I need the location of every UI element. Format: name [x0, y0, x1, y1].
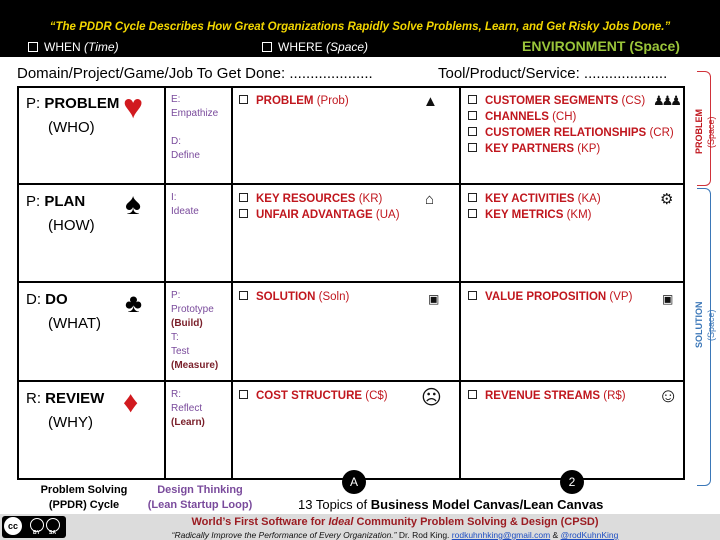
checkbox-icon[interactable]	[468, 127, 477, 136]
side-label-solution-hint: (Space)	[706, 309, 716, 341]
spade-icon: ♠	[125, 188, 141, 221]
problem-solving-label	[22, 483, 146, 513]
column-marker-a: A	[342, 470, 366, 494]
gift-icon: ▣	[662, 292, 674, 306]
row-sub: (WHAT)	[48, 315, 102, 332]
grid-divider	[459, 88, 461, 478]
footer-line2	[70, 530, 720, 540]
phase-do	[171, 289, 218, 373]
item-revenue-streams[interactable]	[468, 390, 626, 402]
environment-label: ENVIRONMENT (Space)	[522, 38, 680, 54]
topics-bold: Business Model Canvas/Lean Canvas	[370, 497, 604, 512]
item-name: REVENUE STREAMS	[485, 390, 601, 402]
checkbox-icon[interactable]	[468, 193, 477, 202]
phase-review	[171, 388, 205, 430]
checkbox-icon[interactable]	[468, 143, 477, 152]
item-name: CHANNELS	[485, 111, 549, 123]
cc-by-label: BY	[33, 530, 40, 536]
when-hint: (Time)	[84, 40, 119, 54]
row-prefix: R:	[26, 390, 46, 407]
side-label-problem	[694, 102, 704, 162]
footer-line1	[70, 516, 720, 528]
item-abbr: (KP)	[577, 143, 601, 155]
item-key-metrics[interactable]	[468, 209, 592, 221]
item-key-activities[interactable]	[468, 193, 601, 205]
footer-author: Dr. Rod King.	[396, 530, 452, 540]
item-problem[interactable]	[239, 95, 349, 107]
grid-divider	[19, 380, 683, 382]
phase-word: Reflect	[171, 403, 203, 414]
gift-icon: ▣	[428, 292, 440, 306]
dt-line1: Design Thinking	[157, 484, 243, 496]
checkbox-icon[interactable]	[28, 42, 38, 52]
row-word: PLAN	[44, 193, 86, 210]
item-name: KEY PARTNERS	[485, 143, 575, 155]
diamond-icon: ♦	[123, 386, 139, 419]
cc-logo-icon: cc	[4, 517, 22, 535]
item-customer-relationships[interactable]	[468, 127, 674, 139]
item-name: COST STRUCTURE	[256, 390, 363, 402]
checkbox-icon[interactable]	[239, 193, 248, 202]
smile-icon: ☺	[658, 385, 679, 407]
phase-word: Ideate	[171, 206, 199, 217]
item-name: UNFAIR ADVANTAGE	[256, 209, 373, 221]
when-checkbox[interactable]	[28, 40, 119, 54]
email-link[interactable]: rodkuhnhking@gmail.com	[451, 530, 551, 540]
grid-divider	[164, 88, 166, 478]
item-cost-structure[interactable]	[239, 390, 388, 402]
item-abbr: (CH)	[552, 111, 577, 123]
footer-quote: “Radically Improve the Performance of Every Organization.”	[171, 530, 397, 540]
heart-icon: ♥	[123, 88, 144, 126]
phase-letter: R:	[171, 389, 181, 400]
item-abbr: (Soln)	[318, 291, 350, 303]
phase-word: Prototype	[171, 304, 214, 315]
row-prefix: P:	[26, 95, 45, 112]
phase-word: Empathize	[171, 108, 219, 119]
ps-line1: Problem Solving	[40, 484, 128, 496]
cc-sa-label: SA	[49, 530, 56, 536]
topics-prefix: 13 Topics of	[298, 497, 371, 512]
phase-letter: D:	[171, 136, 181, 147]
header-quote: “The PDDR Cycle Describes How Great Organizations Rapidly Solve Problems, Learn, and Get Risky Jobs Done.”	[49, 21, 671, 33]
creative-commons-badge	[2, 516, 66, 538]
row-word: DO	[45, 291, 68, 308]
checkbox-icon[interactable]	[468, 390, 477, 399]
grid-divider	[231, 88, 233, 478]
phase-letter: E:	[171, 94, 181, 105]
checkbox-icon[interactable]	[468, 95, 477, 104]
people-icon: ♟♟♟	[653, 93, 679, 108]
footer-text: World’s First Software for	[191, 516, 329, 528]
club-icon: ♣	[125, 288, 143, 318]
item-abbr: (KA)	[577, 193, 601, 205]
item-abbr: (KR)	[358, 193, 383, 205]
frown-icon: ☹	[421, 387, 442, 409]
phase-extra: (Build)	[171, 318, 203, 329]
item-abbr: (UA)	[375, 209, 400, 221]
item-unfair-advantage[interactable]	[239, 209, 400, 221]
item-abbr: (CR)	[649, 127, 674, 139]
checkbox-icon[interactable]	[262, 42, 272, 52]
phase-letter: T:	[171, 332, 179, 343]
page-title: XP Gameboard	[313, 2, 407, 17]
item-abbr: (Prob)	[316, 95, 349, 107]
item-customer-segments[interactable]	[468, 95, 645, 107]
dt-line2: (Lean Startup Loop)	[147, 499, 253, 511]
side-label-text: SOLUTION	[694, 301, 704, 349]
phase-word: Define	[171, 150, 200, 161]
checkbox-icon[interactable]	[468, 209, 477, 218]
item-abbr: (VP)	[609, 291, 633, 303]
phase-plan	[171, 191, 199, 219]
phase-extra: (Measure)	[171, 360, 219, 371]
item-abbr: (C$)	[365, 390, 388, 402]
gameboard-grid	[17, 86, 685, 480]
domain-line: Domain/Project/Game/Job To Get Done: ....................	[17, 65, 373, 82]
house-icon: ⌂	[425, 191, 435, 208]
side-label-problem-hint: (Space)	[706, 116, 716, 148]
row-label-do	[26, 288, 101, 336]
item-name: PROBLEM	[256, 95, 314, 107]
row-prefix: P:	[26, 193, 45, 210]
checkbox-icon[interactable]	[239, 209, 248, 218]
row-sub: (HOW)	[48, 217, 95, 234]
tool-line: Tool/Product/Service: ....................	[438, 65, 668, 82]
item-name: SOLUTION	[256, 291, 316, 303]
phase-extra: (Learn)	[171, 417, 205, 428]
where-checkbox[interactable]	[262, 40, 368, 54]
phase-problem	[171, 93, 218, 163]
checkbox-icon[interactable]	[468, 111, 477, 120]
row-sub: (WHO)	[48, 119, 95, 136]
warning-icon: ▲	[423, 93, 438, 110]
checkbox-icon[interactable]	[468, 291, 477, 300]
design-thinking-label	[140, 483, 260, 513]
phase-letter: P:	[171, 290, 181, 301]
item-key-partners[interactable]	[468, 143, 600, 155]
row-label-problem	[26, 92, 119, 140]
row-prefix: D:	[26, 291, 46, 308]
phase-word: Test	[171, 346, 190, 357]
item-abbr: (CS)	[621, 95, 646, 107]
row-sub: (WHY)	[48, 414, 93, 431]
item-name: KEY METRICS	[485, 209, 564, 221]
item-name: KEY ACTIVITIES	[485, 193, 575, 205]
item-solution[interactable]	[239, 291, 349, 303]
item-channels[interactable]	[468, 111, 576, 123]
checkbox-icon[interactable]	[239, 291, 248, 300]
item-name: CUSTOMER RELATIONSHIPS	[485, 127, 647, 139]
footer-amp: &	[550, 530, 561, 540]
item-abbr: (KM)	[566, 209, 592, 221]
item-key-resources[interactable]	[239, 193, 382, 205]
ps-line2: (PPDR) Cycle	[48, 499, 120, 511]
where-hint: (Space)	[326, 40, 369, 54]
row-word: PROBLEM	[44, 95, 120, 112]
item-name: VALUE PROPOSITION	[485, 291, 607, 303]
row-label-plan	[26, 190, 95, 238]
grid-divider	[19, 281, 683, 283]
side-label-text: PROBLEM	[694, 109, 704, 155]
phase-letter: I:	[171, 192, 177, 203]
side-label-solution	[694, 290, 704, 360]
item-name: KEY RESOURCES	[256, 193, 356, 205]
topics-caption	[298, 497, 603, 512]
footer-text: Community Problem Solving & Design (CPSD)	[353, 516, 599, 528]
where-label: WHERE	[278, 40, 323, 54]
checkbox-icon[interactable]	[239, 95, 248, 104]
item-abbr: (R$)	[603, 390, 626, 402]
item-value-proposition[interactable]	[468, 291, 632, 303]
row-word: REVIEW	[45, 390, 105, 407]
checkbox-icon[interactable]	[239, 390, 248, 399]
twitter-link[interactable]: @rodKuhnKing	[560, 530, 619, 540]
gear-icon: ⚙	[660, 191, 674, 208]
row-label-review	[26, 387, 104, 435]
footer-emphasis: Ideal	[328, 516, 354, 528]
grid-divider	[19, 183, 683, 185]
item-name: CUSTOMER SEGMENTS	[485, 95, 619, 107]
column-marker-b: 2	[560, 470, 584, 494]
when-label: WHEN	[44, 40, 81, 54]
